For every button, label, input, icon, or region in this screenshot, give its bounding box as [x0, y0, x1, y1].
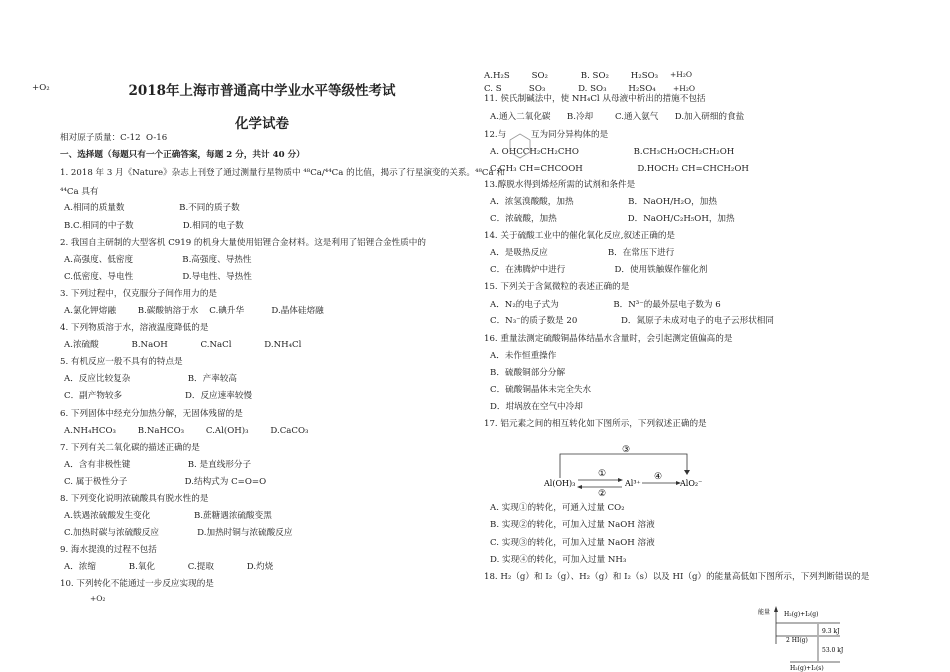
left-text-line: ⁴⁴Ca 具有: [60, 187, 99, 197]
left-text-line: 相对原子质量：C-12 O-16: [60, 133, 168, 143]
right-text-line: C．N₃⁻的质子数是 20 D．氮原子未成对电子的电子云形状相同: [490, 316, 774, 326]
energy-level-diagram: [740, 600, 860, 672]
aluminum-conversion-diagram: [530, 440, 730, 500]
left-text-line: 1. 2018 年 3 月《Nature》杂志上刊登了通过测量行星物质中 ⁴⁸Ca/⁴⁴Ca 的比值，揭示了行星演变的关系。⁴⁸Ca 和: [60, 168, 505, 178]
right-text-line: 11. 侯氏制碱法中，使 NH₄Cl 从母液中析出的措施不包括: [484, 94, 706, 104]
left-text-line: A.浓硫酸 B.NaOH C.NaCl D.NH₄Cl: [64, 340, 302, 350]
right-text-line: 12.与 互为同分异构体的是: [484, 130, 609, 140]
energy-axis-label: 能量: [758, 609, 771, 616]
right-text-line: A．N₂的电子式为 B．N³⁻的最外层电子数为 6: [490, 300, 721, 310]
al-ion-label: Al³⁺: [625, 479, 641, 488]
right-text-line: A. OHCCH₂CH₂CHO B.CH₃CH₂OCH₂CH₂OH: [490, 147, 735, 157]
right-text-line: A.H₂S SO₂ B. SO₂ H₂SO₃: [484, 71, 659, 81]
reaction-note: +O₂: [32, 83, 50, 93]
right-text-line: A．未作恒重操作: [490, 351, 557, 361]
level-top-label: H₂(g)+I₂(g): [784, 611, 819, 618]
left-text-line: 4. 下列物质溶于水，溶液温度降低的是: [60, 323, 209, 333]
left-text-line: A.高强度、低密度 B.高强度、导热性: [64, 255, 252, 265]
left-text-line: 3. 下列过程中，仅克服分子间作用力的是: [60, 289, 218, 299]
right-text-line: A.通入二氧化碳 B.冷却 C.通入氨气 D.加入研细的食盐: [490, 112, 745, 122]
right-text-line: C．浓硫酸，加热 D．NaOH/C₂H₅OH，加热: [490, 214, 735, 224]
left-text-line: 8. 下列变化说明浓硫酸具有脱水性的是: [60, 494, 209, 504]
step-1-label: ①: [598, 469, 607, 479]
left-text-line: 7. 下列有关二氧化碳的描述正确的是: [60, 443, 200, 453]
right-text-line: C．硫酸铜晶体未完全失水: [490, 385, 592, 395]
left-text-line: B.C.相同的中子数 D.相同的电子数: [64, 221, 244, 231]
right-text-line: 15. 下列关于含氮微粒的表述正确的是: [484, 282, 630, 292]
left-text-line: 10. 下列转化不能通过一步反应实现的是: [60, 579, 214, 589]
right-text-line: B．硫酸铜部分分解: [490, 368, 566, 378]
left-text-line: 5. 有机反应一般不具有的特点是: [60, 357, 183, 367]
delta-1-label: 9.3 kJ: [822, 628, 840, 635]
right-text-line: 17. 铝元素之间的相互转化如下图所示，下列叙述正确的是: [484, 419, 707, 429]
left-text-line: 6. 下列固体中经充分加热分解，无固体残留的是: [60, 409, 243, 419]
left-text-line: A．反应比较复杂 B．产率较高: [64, 374, 238, 384]
left-text-line: 一、选择题（每题只有一个正确答案，每题 2 分，共计 40 分）: [60, 150, 305, 160]
left-text-line: A.氯化钾熔融 B.碳酸钠溶于水 C.碘升华 D.晶体硅熔融: [64, 306, 324, 316]
level-mid-label: 2 HI(g): [786, 637, 808, 644]
step-2-label: ②: [598, 489, 607, 499]
right-text-line: C. 实现③的转化，可加入过量 NaOH 溶液: [490, 538, 655, 548]
cyclic-ether-structure: [507, 132, 533, 162]
exam-title: 2018年上海市普通高中学业水平等级性考试: [128, 83, 396, 99]
reaction-note: +H₂O: [670, 70, 692, 79]
left-text-line: C.低密度、导电性 D.导电性、导热性: [64, 272, 252, 282]
delta-2-label: 53.0 kJ: [822, 647, 844, 654]
right-text-line: A．是吸热反应 B．在常压下进行: [490, 248, 675, 258]
right-text-line: 14. 关于硫酸工业中的催化氧化反应,叙述正确的是: [484, 231, 676, 241]
right-text-line: C.CH₃ CH=CHCOOH D.HOCH₂ CH=CHCH₂OH: [490, 164, 749, 174]
right-text-line: D. 实现④的转化，可加入过量 NH₃: [490, 555, 627, 565]
reaction-note: +H₂O: [673, 84, 695, 93]
right-text-line: 16. 重量法测定硫酸铜晶体结晶水含量时，会引起测定值偏高的是: [484, 334, 733, 344]
left-text-line: A．浓缩 B.氧化 C.提取 D.灼烧: [64, 562, 274, 572]
al-hydroxide-label: Al(OH)₃: [544, 479, 576, 488]
left-text-line: C．副产物较多 D．反应速率较慢: [64, 391, 253, 401]
right-text-line: C．在沸腾炉中进行 D．使用铁触媒作催化剂: [490, 265, 708, 275]
left-text-line: A.铁遇浓硫酸发生变化 B.蔗糖遇浓硫酸变黑: [64, 511, 272, 521]
reaction-note: +O₂: [90, 594, 106, 603]
right-text-line: A. 实现①的转化，可通入过量 CO₂: [490, 503, 625, 513]
left-text-line: C. 属于极性分子 D.结构式为 C=O=O: [64, 477, 267, 487]
left-text-line: A.相同的质量数 B.不同的质子数: [64, 203, 240, 213]
left-text-line: 9. 海水提溴的过程不包括: [60, 545, 157, 555]
exam-subtitle: 化学试卷: [235, 116, 289, 132]
right-text-line: 13.醇脱水得到烯烃所需的试剂和条件是: [484, 180, 636, 190]
right-text-line: C. S SO₃ D. SO₃ H₂SO₄: [484, 84, 656, 94]
right-text-line: 18. H₂（g）和 I₂（g）、H₂（g）和 I₂（s）以及 HI（g）的能量高低如下图所示，下列判断错误的是: [484, 572, 870, 582]
step-3-label: ③: [622, 445, 631, 455]
left-text-line: A．含有非极性键 B. 是直线形分子: [64, 460, 252, 470]
left-text-line: A.NH₄HCO₃ B.NaHCO₃ C.Al(OH)₃ D.CaCO₃: [64, 426, 309, 436]
right-text-line: A．浓氢溴酸酸，加热 B．NaOH/H₂O，加热: [490, 197, 717, 207]
left-text-line: 2. 我国自主研制的大型客机 C919 的机身大量使用铝锂合金材料。这是利用了铝锂合金性质中的: [60, 238, 426, 248]
right-text-line: B. 实现②的转化，可加入过量 NaOH 溶液: [490, 520, 655, 530]
left-text-line: C.加热时碳与浓硫酸反应 D.加热时铜与浓硫酸反应: [64, 528, 293, 538]
aluminate-label: AlO₂⁻: [680, 479, 703, 488]
right-text-line: D．坩埚放在空气中冷却: [490, 402, 583, 412]
level-bottom-label: H₂(g)+I₂(s): [790, 665, 824, 672]
step-4-label: ④: [654, 472, 663, 482]
